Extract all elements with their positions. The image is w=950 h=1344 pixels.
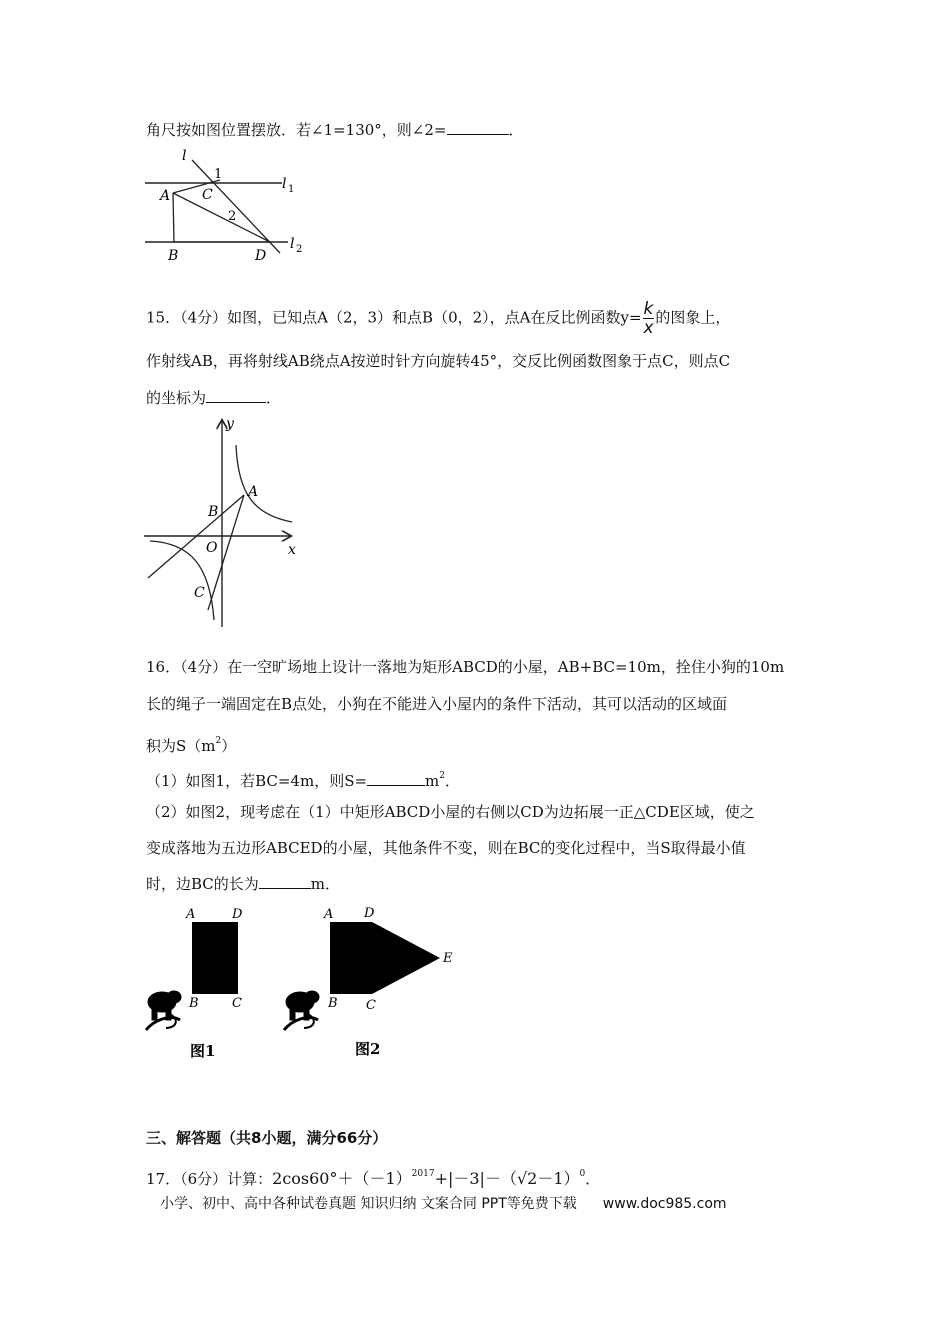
svg-text:O: O — [206, 540, 218, 556]
svg-text:A: A — [160, 188, 171, 204]
svg-text:A: A — [248, 484, 259, 500]
cube-root: √2 — [516, 1169, 538, 1188]
answer-blank[interactable] — [206, 388, 266, 403]
svg-text:B: B — [328, 996, 338, 1011]
q16-line2: 长的绳子一端固定在B点处，小狗在不能进入小屋内的条件下活动，其可以活动的区域面 — [146, 695, 728, 713]
q16-figure-2 — [280, 902, 480, 1062]
answer-blank[interactable] — [447, 120, 509, 135]
svg-text:B: B — [208, 504, 219, 520]
q14-figure — [140, 142, 320, 262]
svg-text:E: E — [443, 951, 453, 966]
set-square — [173, 193, 270, 242]
q16-line7: 时，边BC的长为 m． — [146, 875, 341, 893]
svg-text:l: l — [182, 148, 187, 164]
house-rectangle — [192, 922, 238, 994]
svg-text:C: C — [202, 187, 213, 203]
svg-text:A: A — [324, 907, 334, 922]
answer-blank[interactable] — [367, 771, 425, 786]
svg-text:1: 1 — [288, 184, 295, 195]
q15-line3: 的坐标为 ． — [146, 389, 282, 407]
svg-text:C: C — [194, 585, 205, 601]
q16-line5: （2）如图2，现考虑在（1）中矩形ABCD小屋的右侧以CD为边拓展一正△CDE区域，使之 — [146, 803, 755, 821]
q15-figure — [140, 415, 320, 630]
dog-icon — [284, 991, 319, 1030]
svg-text:B: B — [189, 996, 199, 1011]
svg-text:2: 2 — [296, 244, 303, 255]
fraction-k-over-x: $\frac{k}{x}$ — [643, 299, 654, 338]
svg-text:l: l — [290, 236, 295, 252]
svg-text:x: x — [288, 542, 296, 558]
svg-text:B: B — [168, 248, 179, 262]
svg-text:y: y — [226, 416, 234, 432]
line-l — [192, 160, 280, 253]
svg-text:D: D — [232, 907, 243, 922]
svg-text:图2: 图2 — [355, 1040, 381, 1058]
svg-text:2: 2 — [228, 209, 237, 224]
q15-line2: 作射线AB，再将射线AB绕点A按逆时针方向旋转45°，交反比例函数图象于点C，则点C — [146, 352, 731, 370]
hyperbola-branch-2 — [150, 541, 214, 620]
q16-line6: 变成落地为五边形ABCED的小屋，其他条件不变，则在BC的变化过程中，当S取得最小值 — [146, 839, 746, 857]
svg-text:D: D — [364, 906, 375, 921]
q17-line: 17．（6分）计算：$2\cos 60^\circ+(-1)^{2017}+|-3|-(√2-1)^0$． — [146, 1169, 601, 1188]
section-heading: 三、解答题（共8小题，满分66分） — [146, 1129, 388, 1147]
svg-text:D: D — [255, 248, 267, 262]
svg-text:1: 1 — [214, 167, 223, 182]
svg-text:C: C — [366, 998, 376, 1013]
q16-line3: 积为$S(m^2)$ — [146, 736, 237, 755]
svg-text:l: l — [282, 176, 287, 192]
svg-text:A: A — [186, 907, 196, 922]
svg-text:图1: 图1 — [190, 1042, 216, 1060]
q16-figure-1 — [140, 902, 280, 1062]
svg-text:C: C — [232, 996, 242, 1011]
house-pentagon — [330, 922, 440, 994]
q16-line4: （1）如图1，若BC=4m，则$S= m^2$． — [146, 771, 461, 790]
q15-line1: 15．（4分）如图，已知点A（2，3）和点B（0，2），点A在反比例函数y= $\frac{k}{x}$ 的图象上， — [146, 299, 731, 338]
hyperbola-branch-1 — [236, 445, 292, 522]
q14-text: 角尺按如图位置摆放．若∠1=130°，则∠2= ． — [146, 121, 524, 139]
page-footer: 小学、初中、高中各种试卷真题 知识归纳 文案合同 PPT等免费下载 www.doc985.com — [160, 1196, 727, 1212]
footer-site[interactable]: www.doc985.com — [602, 1196, 727, 1212]
q16-line1: 16．（4分）在一空旷场地上设计一落地为矩形ABCD的小屋，AB+BC=10m，拴住小狗的10m — [146, 658, 785, 676]
answer-blank[interactable] — [259, 874, 311, 889]
dog-icon — [146, 991, 181, 1030]
